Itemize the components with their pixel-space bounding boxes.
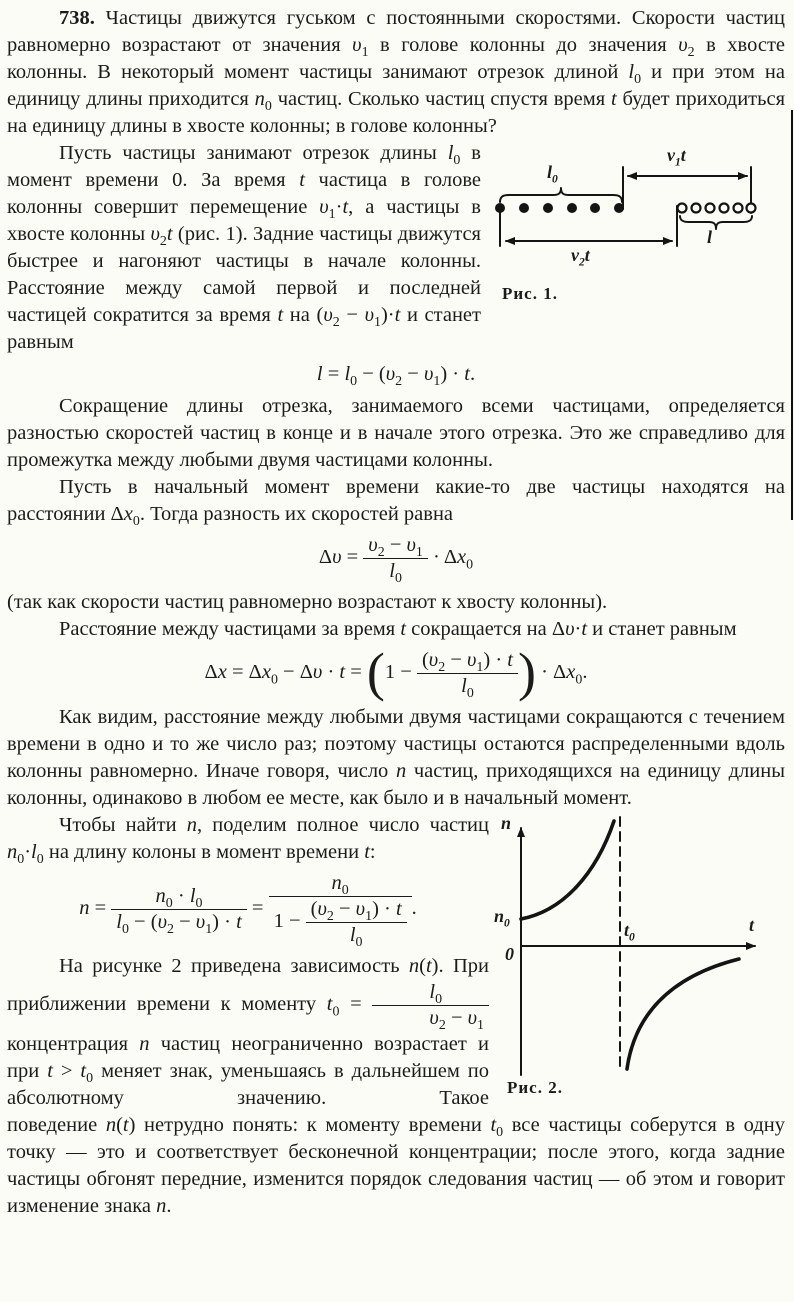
solution-paragraph-8: На рисунке 2 приведена зависимость n(t). При приближении времени к моменту $t_0$ = $\frac{l_0}{\upsilon_2 - \upsilon_1}$ концентрация n частиц неограниченно возрастает и при $t > t_0$ меняет знак, уменьшаясь в дальнейшем по абсолютному значению. Такое xyxy=(7,955,489,1109)
solution-paragraph-9: поведение n(t) нетрудно понять: к моменту времени $t_0$ все частицы соберутся в одну точку — это и соответствует бесконечной концентрации; после этого, когда задние частицы обгонят передние, изменится порядок следования частиц — об этом и говорит изменение знака n. xyxy=(7,1114,785,1217)
scan-edge-line xyxy=(791,110,794,520)
t0-label: $t_0$ xyxy=(624,920,635,944)
section-with-figure-1 xyxy=(7,140,785,356)
l-label: l xyxy=(707,227,713,247)
formula-n: n = $\frac{n_0 \cdot l_0}{l_0 - (\upsilon_2 - \upsilon_1) \cdot t}$ = $n_0$ 1 − $\frac{(\upsilon_2 - \upsilon_1) \cdot t}{l_0}$ . xyxy=(79,872,417,951)
figure-1 xyxy=(485,143,785,315)
solution-paragraph-3: Пусть в начальный момент времени какие-то две частицы находятся на расстоянии $\Delta x_0$. Тогда разность их скоростей равна xyxy=(7,476,785,530)
solution-paragraph-4: (так как скорости частиц равномерно возрастают к хвосту колонны). xyxy=(7,591,608,613)
figure-1-caption: Рис. 1. xyxy=(502,284,558,303)
l-brace xyxy=(680,216,752,229)
figure-2-drawing xyxy=(493,812,785,1102)
solution-paragraph-6: Как видим, расстояние между любыми двумя частицами сокращаются с течением времени в одно и то же число раз; поэтому частицы остаются распределенными вдоль колонны равномерно. Иначе говоря, число n частиц, приходящихся на единицу длины колонны, одинаково в любом ее месте, как было и в начальный момент. xyxy=(7,706,785,809)
figure-2-caption: Рис. 2. xyxy=(507,1078,563,1097)
solution-paragraph-1: Пусть частицы занимают отрезок длины $l_0$ в момент времени 0. За время t частица в голове колонны совершит перемещение $\upsilon_1\cdot t$, а частицы в хвосте колонны $\upsilon_2t$ (рис. 1). Задние частицы движутся быстрее и нагоняют частицы в начале колонны. Расстояние между самой первой и последней частицей сократится за время t на $(\upsilon_2 - \upsilon_1)\cdot t$ и станет равным xyxy=(7,142,481,353)
origin-label: 0 xyxy=(505,944,514,964)
n-axis-label: n xyxy=(501,813,512,833)
v1t-label: $v_1t$ xyxy=(667,145,686,169)
formula-l: $l = l_0 - (\upsilon_2 - \upsilon_1) \cdot t$. xyxy=(316,363,476,390)
moved-particle-dots xyxy=(678,204,756,213)
section-with-figure-2 xyxy=(7,812,785,1112)
solution-paragraph-2: Сокращение длины отрезка, занимаемого всеми частицами, определяется разностью скоростей частиц в конце и в начале этого отрезка. Это же справедливо для промежутка между любыми двумя частицами колонны. xyxy=(7,395,785,471)
tail-particle-dots xyxy=(495,203,624,213)
l0-brace xyxy=(500,188,622,202)
n-curve-lower-branch xyxy=(627,959,739,1069)
figure-2 xyxy=(493,812,785,1102)
n-curve-upper-branch xyxy=(521,821,614,919)
solution-paragraph-7: Чтобы найти n, поделим полное число частиц $n_0\cdot l_0$ на длину колоны в момент времени t: xyxy=(7,814,489,868)
solution-paragraph-5: Расстояние между частицами за время t сокращается на Δυ·t и станет равным xyxy=(59,618,737,640)
t-axis-label: t xyxy=(749,915,755,935)
n0-label: $n_0$ xyxy=(494,906,510,930)
l0-label: $l_0$ xyxy=(547,162,558,186)
v2t-label: $v_2t$ xyxy=(571,245,590,269)
formula-delta-v: Δυ = $\frac{\upsilon_2 - \upsilon_1}{l_0}$ · $\Delta x_0$ xyxy=(318,534,474,587)
problem-statement: 738. Частицы движутся гуськом с постоянными скоростями. Скорости частиц равномерно возрастают от значения $\upsilon_1$ в голове колонны до значения $\upsilon_2$ в хвосте колонны. В некоторый момент частицы занимают отрезок длиной $l_0$ и при этом на единицу длины приходится $n_0$ частиц. Сколько частиц спустя время t будет приходиться на единицу длины в хвосте колонны; в голове колонны? xyxy=(7,7,785,137)
formula-delta-x: $\Delta x = \Delta x_0 - \Delta\upsilon \cdot t = (1$ − $\frac{(\upsilon_2 - \upsilon_1) \cdot t}{l_0}$ ) · $\Delta x_0$. xyxy=(204,641,588,702)
